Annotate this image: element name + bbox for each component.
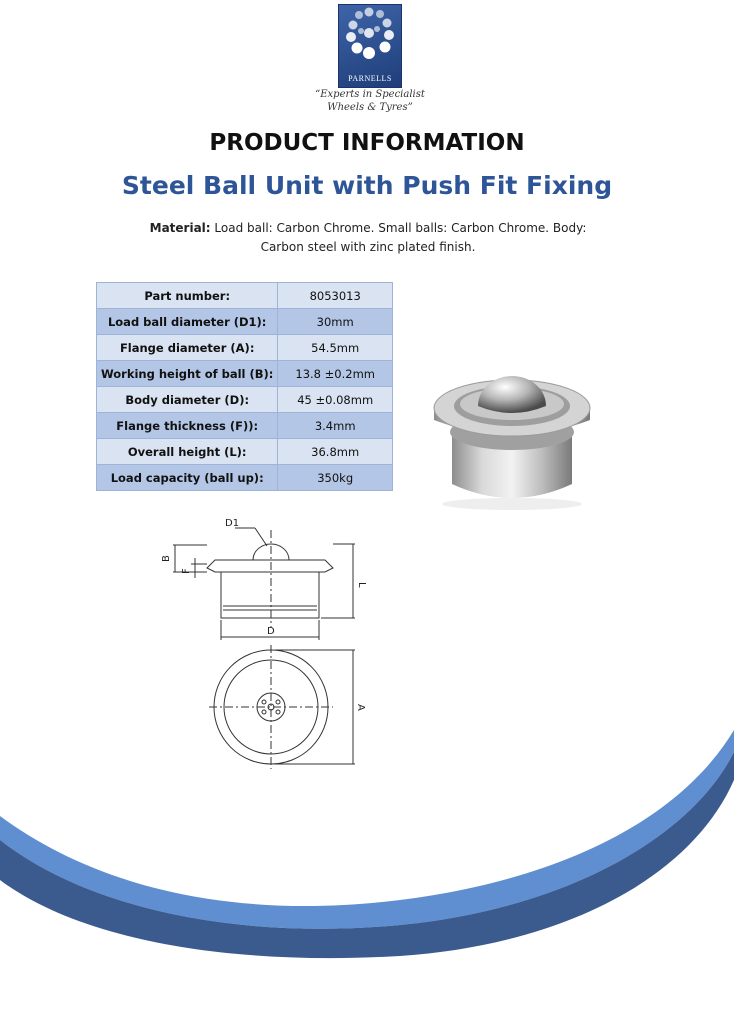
spec-key: Working height of ball (B): xyxy=(97,361,278,387)
material-description xyxy=(128,219,608,257)
product-photo xyxy=(420,354,620,514)
spec-value: 3.4mm xyxy=(278,413,393,439)
table-row xyxy=(97,387,393,413)
spec-key: Part number: xyxy=(97,283,278,309)
table-row xyxy=(97,439,393,465)
decorative-wave xyxy=(0,720,734,1024)
label-d: D xyxy=(267,626,275,637)
spec-key: Flange diameter (A): xyxy=(97,335,278,361)
specification-table xyxy=(96,282,393,491)
spec-value: 30mm xyxy=(278,309,393,335)
table-row xyxy=(97,309,393,335)
page-heading: PRODUCT INFORMATION xyxy=(209,130,525,156)
spec-value: 350kg xyxy=(278,465,393,491)
brand-name: PARNELLS xyxy=(348,74,392,83)
table-row xyxy=(97,361,393,387)
table-row xyxy=(97,465,393,491)
spec-key: Body diameter (D): xyxy=(97,387,278,413)
material-text: Load ball: Carbon Chrome. Small balls: Carbon Chrome. Body: Carbon steel with zinc plated finish. xyxy=(214,221,587,254)
brand-tagline: “Experts in Specialist Wheels & Tyres” xyxy=(315,89,425,113)
spec-key: Overall height (L): xyxy=(97,439,278,465)
table-row xyxy=(97,413,393,439)
spec-value: 36.8mm xyxy=(278,439,393,465)
table-row xyxy=(97,283,393,309)
spec-value: 54.5mm xyxy=(278,335,393,361)
label-l: L xyxy=(356,582,367,588)
label-b: B xyxy=(161,555,172,562)
spec-key: Load capacity (ball up): xyxy=(97,465,278,491)
product-title: Steel Ball Unit with Push Fit Fixing xyxy=(121,171,613,200)
brand-logo xyxy=(338,4,402,88)
label-f: F xyxy=(181,568,192,574)
spec-key: Load ball diameter (D1): xyxy=(97,309,278,335)
spec-value: 8053013 xyxy=(278,283,393,309)
label-d1: D1 xyxy=(225,518,240,529)
material-label: Material: xyxy=(149,221,211,235)
spec-value: 13.8 ±0.2mm xyxy=(278,361,393,387)
spec-value: 45 ±0.08mm xyxy=(278,387,393,413)
label-a: A xyxy=(355,704,366,711)
table-row xyxy=(97,335,393,361)
spec-key: Flange thickness (F)): xyxy=(97,413,278,439)
dots-emblem-icon xyxy=(339,5,403,75)
